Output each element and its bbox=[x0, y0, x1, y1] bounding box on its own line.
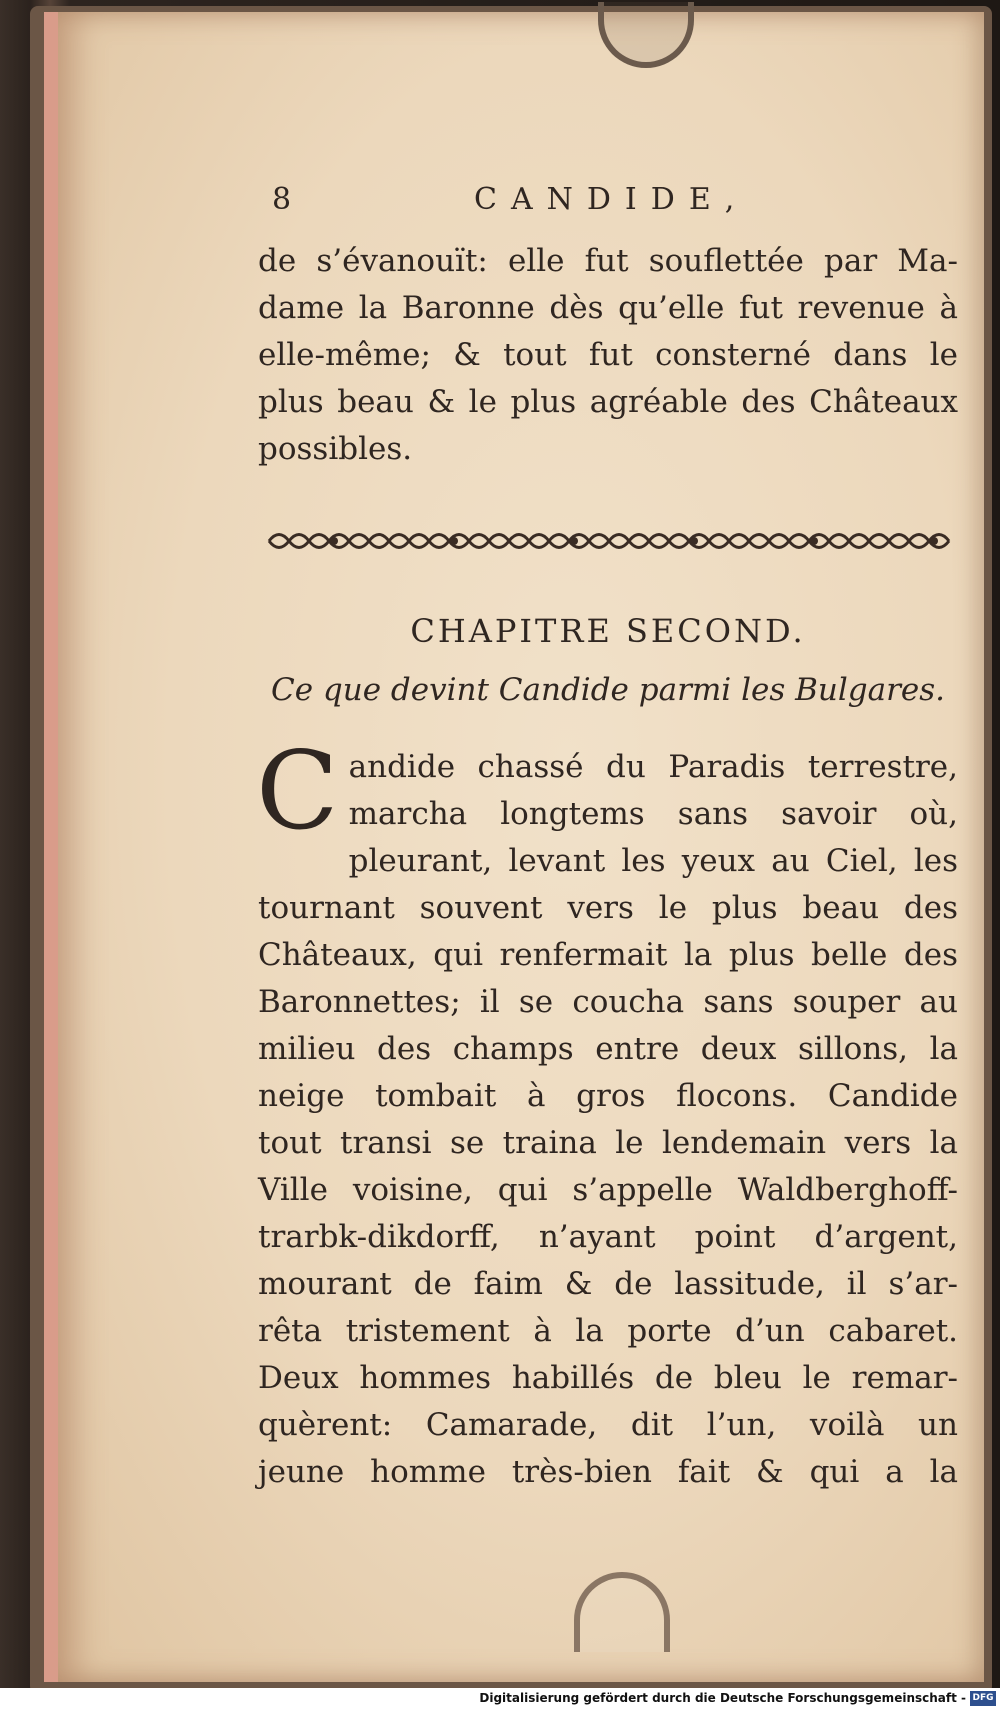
dfg-logo[interactable]: DFG bbox=[970, 1691, 996, 1706]
text-line: tournant souvent vers le plus beau des bbox=[258, 890, 958, 926]
text-line: Ville voisine, qui s’appelle Waldberghoff- bbox=[258, 1172, 958, 1208]
page-number: 8 bbox=[272, 182, 292, 217]
text-line: marcha longtems sans savoir où, bbox=[348, 796, 958, 832]
text-line: rêta tristement à la porte d’un cabaret. bbox=[258, 1313, 958, 1349]
text-line: tout transi se traina le lendemain vers la bbox=[258, 1125, 958, 1161]
drop-cap: C bbox=[256, 729, 339, 854]
footer-credit: Digitalisierung gefördert durch die Deutsche Forschungsgemeinschaft - bbox=[479, 1691, 966, 1705]
text-line: de s’évanouït: elle fut souflettée par Ma- bbox=[258, 243, 958, 279]
page-header bbox=[58, 182, 998, 230]
text-line: milieu des champs entre deux sillons, la bbox=[258, 1031, 958, 1067]
text-line: quèrent: Camarade, dit l’un, voilà un bbox=[258, 1407, 958, 1443]
text-line: dame la Baronne dès qu’elle fut revenue à bbox=[258, 290, 958, 326]
chapter-paragraph bbox=[256, 729, 958, 1496]
text-line: jeune homme très-bien fait & qui a la bbox=[258, 1454, 958, 1490]
ornament-divider bbox=[264, 526, 964, 556]
chapter-title: CHAPITRE SECOND. bbox=[410, 612, 806, 650]
running-title: CANDIDE, bbox=[474, 182, 749, 217]
text-line: pleurant, levant les yeux au Ciel, les bbox=[348, 843, 958, 879]
text-line: possibles. bbox=[258, 431, 413, 467]
clasp-top bbox=[598, 2, 694, 68]
footer-bar bbox=[0, 1688, 1000, 1710]
text-line: mourant de faim & de lassitude, il s’ar- bbox=[258, 1266, 958, 1302]
text-line: Deux hommes habillés de bleu le remar- bbox=[258, 1360, 958, 1396]
text-line: trarbk-dikdorff, n’ayant point d’argent, bbox=[258, 1219, 958, 1255]
clasp-bottom bbox=[574, 1572, 670, 1652]
text-line: elle-même; & tout fut consterné dans le bbox=[258, 337, 958, 373]
chapter-subtitle: Ce que devint Candide parmi les Bulgares. bbox=[270, 672, 946, 708]
text-line: neige tombait à gros flocons. Candide bbox=[258, 1078, 958, 1114]
continuation-paragraph bbox=[258, 238, 958, 473]
text-line: Châteaux, qui renfermait la plus belle des bbox=[258, 937, 958, 973]
book-page bbox=[44, 12, 984, 1682]
text-line: andide chassé du Paradis terrestre, bbox=[348, 749, 958, 785]
text-line: plus beau & le plus agréable des Châteaux bbox=[258, 384, 958, 420]
text-line: Baronnettes; il se coucha sans souper au bbox=[258, 984, 958, 1020]
